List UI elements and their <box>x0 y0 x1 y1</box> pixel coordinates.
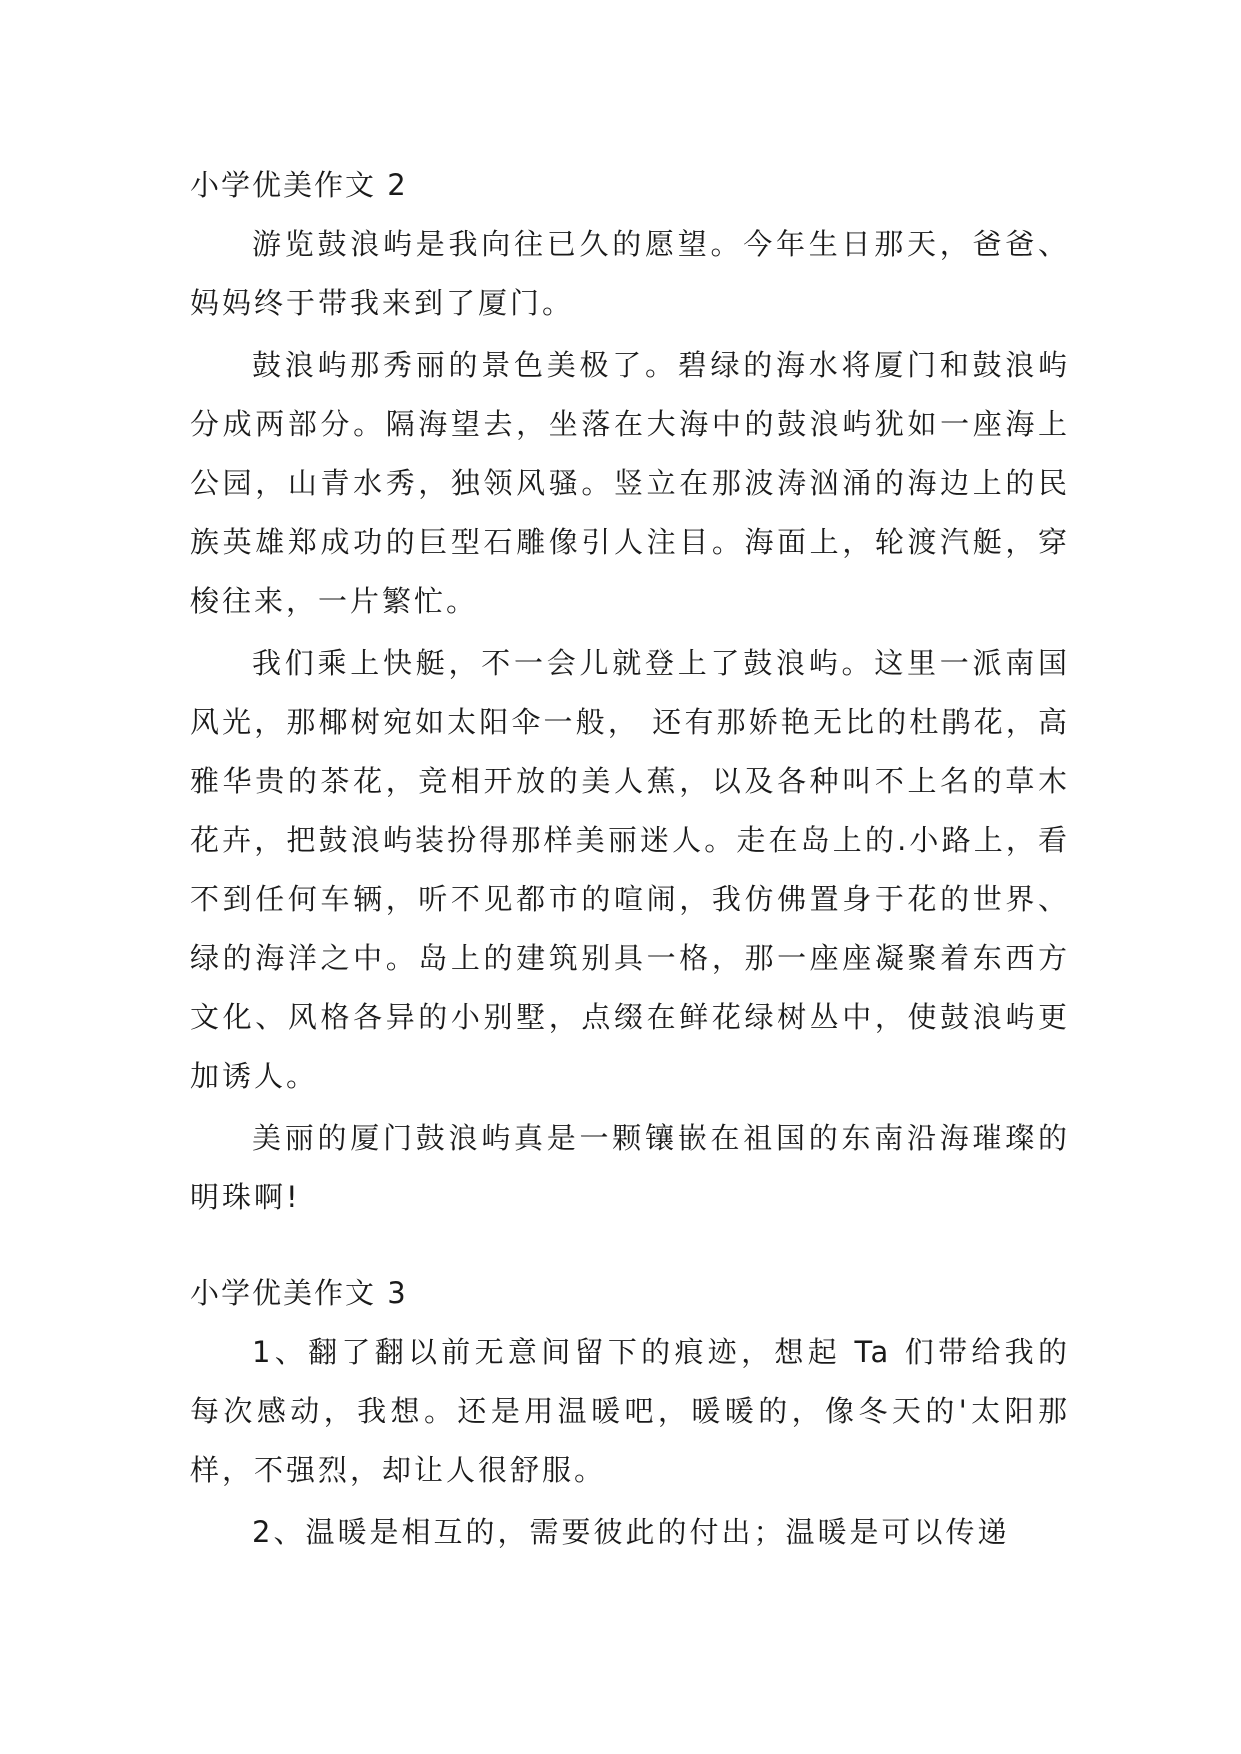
section-title: 小学优美作文 2 <box>190 168 408 202</box>
section-title: 小学优美作文 3 <box>190 1276 408 1310</box>
paragraph: 2、温暖是相互的，需要彼此的付出；温暖是可以传递 <box>252 1515 1010 1549</box>
paragraph: 鼓浪屿那秀丽的景色美极了。碧绿的海水将厦门和鼓浪屿分成两部分。隔海望去，坐落在大海中的鼓浪屿犹如一座海上公园，山青水秀，独领风骚。竖立在那波涛汹涌的海边上的民族英雄郑成功的巨型石雕像引人注目。海面上，轮渡汽艇，穿梭往来，一片繁忙。 <box>190 348 1070 618</box>
essay-section-2 <box>190 155 1070 1227</box>
paragraph: 美丽的厦门鼓浪屿真是一颗镶嵌在祖国的东南沿海璀璨的明珠啊! <box>190 1121 1070 1214</box>
essay-section-3 <box>190 1263 1070 1562</box>
paragraph: 游览鼓浪屿是我向往已久的愿望。今年生日那天，爸爸、妈妈终于带我来到了厦门。 <box>190 227 1070 320</box>
paragraph: 1、翻了翻以前无意间留下的痕迹，想起 Ta 们带给我的每次感动，我想。还是用温暖吧，暖暖的，像冬天的'太阳那样，不强烈，却让人很舒服。 <box>190 1335 1070 1487</box>
paragraph: 我们乘上快艇，不一会儿就登上了鼓浪屿。这里一派南国风光，那椰树宛如太阳伞一般， 还有那娇艳无比的杜鹃花，高雅华贵的茶花，竞相开放的美人蕉，以及各种叫不上名的草木花卉，把鼓浪屿装扮得那样美丽迷人。走在岛上的.小路上，看不到任何车辆，听不见都市的喧闹，我仿佛置身于花的世界、绿的海洋之中。岛上的建筑别具一格，那一座座凝聚着东西方文化、风格各异的小别墅，点缀在鲜花绿树丛中，使鼓浪屿更加诱人。 <box>190 646 1070 1093</box>
